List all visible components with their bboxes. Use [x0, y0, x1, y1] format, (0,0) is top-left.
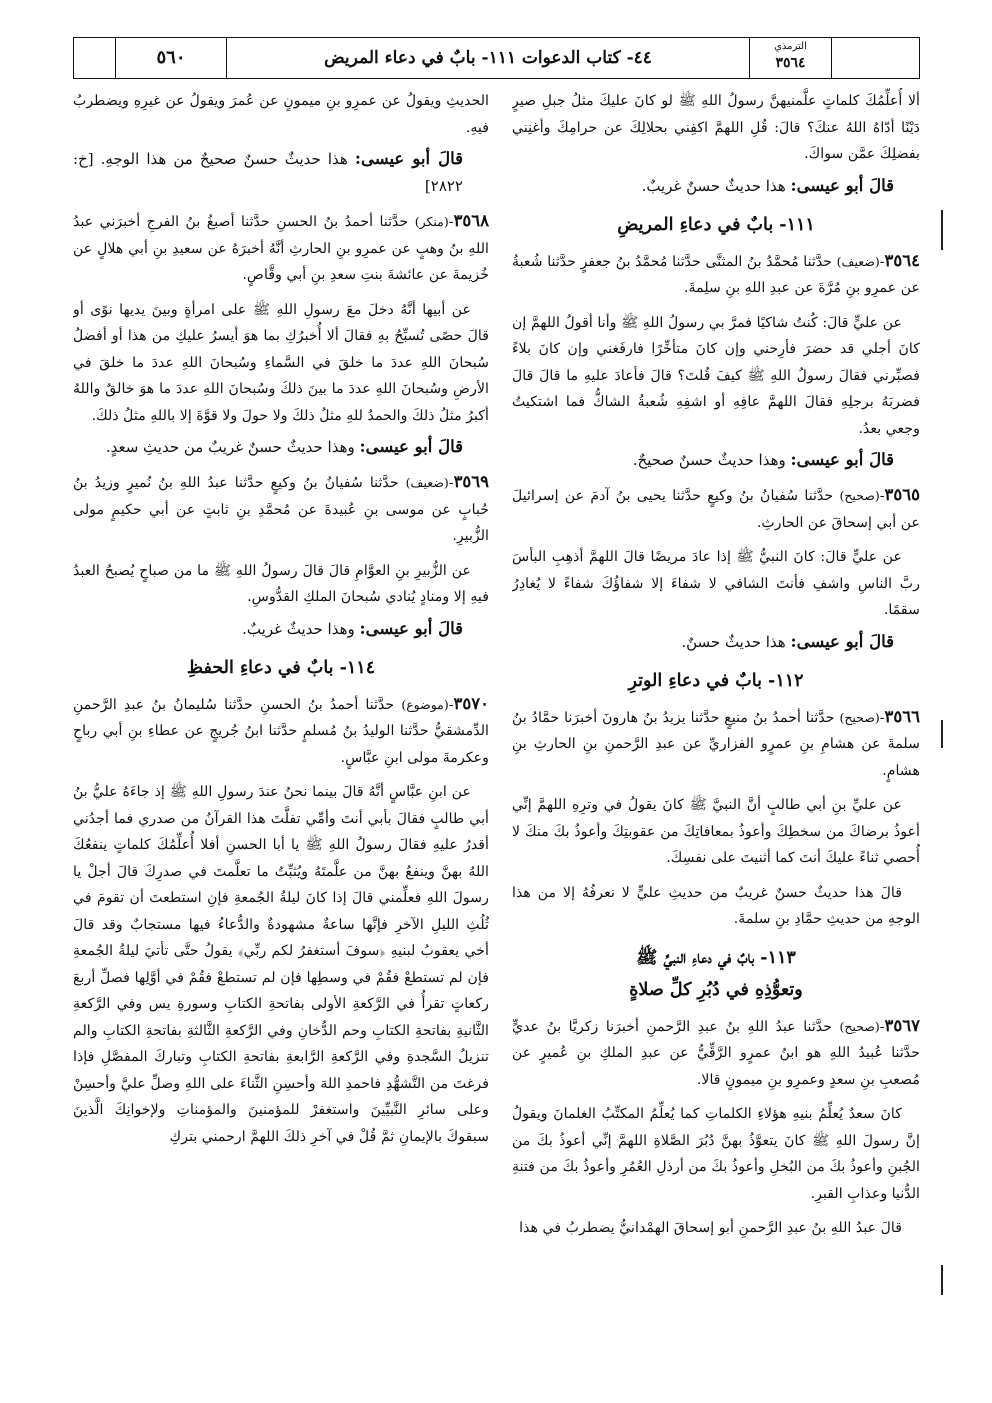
- hadith-text: عن ابنِ عبَّاسٍ أنَّهُ قالَ بينما نحنُ عندَ رسولِ اللهِ ﷺ إذ جاءَهُ عليُّ بنُ أبي طالبٍ فقالَ بأبي أنتَ وأمِّي تفلَّتَ هذا القرآنُ من صدري فما أجدُني أقدرُ عليهِ فقالَ رسولُ اللهِ ﷺ يا أبا الحسنِ أفلا أُعلِّمُكَ كلماتٍ ينفعُكَ اللهُ بهنَّ وينفعُ بهنَّ من علَّمتَهُ ويُثبِّتُ ما تعلَّمتَ في صدرِكَ قالَ أجلْ يا رسولَ اللهِ فعلِّمني قالَ إذا كانَ ليلةُ الجُمعةِ فإنِ استطعتَ أن تقومَ في ثُلُثِ الليلِ الآخرِ فإنَّها ساعةٌ مشهودةٌ والدُّعاءُ فيها مستجابٌ وقد قالَ أخي يعقوبُ لبنيهِ ﴿سوفَ أستغفرُ لكم ربِّي﴾ يقولُ حتَّى تأتيَ ليلةُ الجُمعةِ فإن لم تستطعْ فقُمْ في وسطِها فإن لم تستطعْ فقُمْ في أوَّلِها فصلِّ أربعَ ركعاتٍ تقرأُ في الرَّكعةِ الأولى بفاتحةِ الكتابِ وسورةِ يس وفي الرَّكعةِ الثَّانيةِ بفاتحةِ الكتابِ وحم الدُّخانِ وفي الرَّكعةِ الثَّالثةِ بفاتحةِ الكتابِ والم تنزيلُ السَّجدةِ وفي الرَّكعةِ الرَّابعةِ بفاتحةِ الكتابِ وتباركَ المفصَّلِ فإذا فرغتَ من التَّشهُّدِ فاحمدِ اللهَ وأحسِنِ الثَّناءَ على اللهِ وصلِّ عليَّ وأحسِنْ وعلى سائرِ النَّبيِّينَ واستغفرْ للمؤمنينَ والمؤمناتِ ولإخوانِكَ الَّذينَ سبقوكَ بالإيمانِ ثمَّ قُلْ في آخرِ ذلكَ اللهمَّ ارحمني بتركِ: [73, 784, 489, 1145]
- hadith-number: ٣٥٦٧: [884, 1015, 920, 1035]
- hadith-grade: (ضعيف): [836, 253, 880, 269]
- margin-mark: [941, 210, 943, 250]
- chain-text: حدَّثنا عبدُ اللهِ بنُ عبدِ الرَّحمنِ أخبرَنا زكريَّا بنُ عديٍّ حدَّثنا عُبيدُ اللهِ هو ابنُ عمرٍو الرَّقِّيُّ عن عبدِ الملكِ بنِ عُميرٍ عن مُصعبِ بنِ سعدٍ وعمرِو بنِ ميمونٍ قالا.: [512, 1018, 920, 1088]
- hadith-text: قالَ عبدُ اللهِ بنُ عبدِ الرَّحمنِ أبو إسحاقَ الهمْدانيُّ يضطربُ في هذا: [519, 1220, 902, 1236]
- chain-text: حدَّثنا أحمدُ بنُ الحسنِ حدَّثنا أصبغُ بنُ الفرجِ أخبرَني عبدُ اللهِ بنُ وهبٍ عن عمرِو بنِ الحارثِ أنَّهُ أخبرَهُ عن سعيدِ بنِ أبي هلالٍ عن خُزيمةَ عن عائشةَ بنتِ سعدِ بنِ أبي وقَّاصٍ.: [73, 214, 489, 283]
- hadith-text: ألا أُعلِّمُكَ كلماتٍ علَّمنيهنَّ رسولُ اللهِ ﷺ لو كانَ عليكَ مثلُ جبلِ صيرٍ دَيْنًا أدّاهُ اللهُ عنكَ؟ قالَ: قُلِ اللهمَّ اكفِني بحلالِكَ عن حرامِكَ وأغنِني بفضلِكَ عمَّن سواكَ.: [512, 93, 920, 162]
- comment-text: هذا حديثٌ حسنٌ غريبٌ.: [641, 176, 786, 195]
- hadith-text: عن عليٍّ قالَ: كانَ النبيُّ ﷺ إذا عادَ مريضًا قالَ اللهمَّ أذهِبِ البأسَ ربَّ الناسِ واشفِ فأنتَ الشافي لا شفاءَ إلا شفاؤُكَ شفاءً لا يُغادِرُ سقمًا.: [512, 549, 920, 618]
- hadith-chain: ٣٥٦٨-(منكر) حدَّثنا أحمدُ بنُ الحسنِ حدَّثنا أصبغُ بنُ الفرجِ أخبرَني عبدُ اللهِ بنُ وهبٍ عن عمرِو بنِ الحارثِ أنَّهُ أخبرَهُ عن سعيدِ بنِ أبي هلالٍ عن خُزيمةَ عن عائشةَ بنتِ سعدِ بنِ أبي وقَّاصٍ.: [73, 211, 489, 283]
- comment-text: هذا حديثٌ حسنٌ صحيحٌ من هذا الوجهِ. [خ: ٢٨٢٢]: [73, 150, 463, 195]
- chain-text: حدَّثنا مُحمَّدُ بنُ المثنَّى حدَّثنا مُحمَّدُ بنُ جعفرٍ حدَّثنا شُعبةُ عن عمرِو بنِ مُرَّةَ عن عبدِ اللهِ بنِ سلِمةَ.: [512, 253, 920, 296]
- hadith-grade: (صحيح): [839, 1018, 880, 1034]
- right-column: [512, 88, 920, 1388]
- hadith-number: ٣٥٦٨: [453, 211, 489, 230]
- abu-isa-comment: [73, 145, 489, 200]
- hadith-text: الحديثِ ويقولُ عن عمرِو بنِ ميمونٍ عن عُمرَ ويقولُ عن غيرِهِ ويضطربُ فيهِ.: [73, 93, 489, 136]
- hadith-chain: ٣٥٦٤-(ضعيف) حدَّثنا مُحمَّدُ بنُ المثنَّى حدَّثنا مُحمَّدُ بنُ جعفرٍ حدَّثنا شُعبةُ عن عمرِو بنِ مُرَّةَ عن عبدِ اللهِ بنِ سلِمةَ.: [512, 250, 920, 296]
- hadith-number: ٣٥٦٥: [884, 485, 920, 504]
- hadith-number: ٣٥٧٠: [453, 693, 489, 713]
- hadith-chain: ٣٥٧٠-(موضوع) حدَّثنا أحمدُ بنُ الحسنِ حدَّثنا سُليمانُ بنُ عبدِ الرَّحمنِ الدِّمشقيُّ حدَّثنا الوليدُ بنُ مُسلمٍ حدَّثنا ابنُ جُريجٍ عن عطاءِ بنِ أبي رباحٍ وعكرمةَ مولى ابنِ عبَّاسٍ.: [73, 693, 489, 766]
- comment-speaker: قالَ أبو عيسى:: [359, 437, 463, 456]
- chapter-heading: ١١١- بابٌ في دعاءِ المريضِ: [617, 214, 815, 235]
- comment-speaker: قالَ أبو عيسى:: [790, 450, 894, 469]
- chapter-heading: ١١٢- بابٌ في دعاءِ الوترِ: [628, 670, 804, 691]
- hadith-text: عن عليِّ بنِ أبي طالبٍ أنَّ النبيَّ ﷺ كانَ يقولُ في وترِهِ اللهمَّ إنِّي أعوذُ برضاكَ من سخطِكَ وأعوذُ بمعافاتِكَ من عقوبتِكَ وأعوذُ بكَ منكَ لا أُحصي ثناءً عليكَ أنتَ كما أثنيتَ على نفسِكَ.: [512, 797, 920, 866]
- chapter-heading: ١١٣- بابٌ في دعاءِ النبيِّ ﷺ: [636, 947, 796, 968]
- hadith-grade: (منكر): [414, 214, 449, 229]
- abu-isa-comment: [73, 433, 489, 461]
- hadith-chain: ٣٥٦٥-(صحيح) حدَّثنا سُفيانُ بنُ وكيعٍ حدَّثنا يحيى بنُ آدمَ عن إسرائيلَ عن أبي إسحاقَ عن الحارثِ.: [512, 485, 920, 531]
- hadith-text: عن أبيها أنَّهُ دخلَ معَ رسولِ اللهِ ﷺ على امرأةٍ وبينَ يديها نوًى أو قالَ حصًى تُسبِّحُ بهِ فقالَ ألا أُخبرُكِ بما هوَ أيسرُ عليكِ من هذا أو أفضلُ سُبحانَ اللهِ عددَ ما خلقَ في السَّماءِ وسُبحانَ اللهِ عددَ ما خلقَ في الأرضِ وسُبحانَ اللهِ عددَ ما بينَ ذلكَ وسُبحانَ اللهِ عددَ ما هوَ خالقٌ واللهُ أكبرُ مثلُ ذلكَ والحمدُ للهِ مثلُ ذلكَ ولا حولَ ولا قوَّةَ إلا باللهِ مثلُ ذلكَ.: [73, 301, 489, 424]
- hadith-chain: ٣٥٦٩-(ضعيف) حدَّثنا سُفيانُ بنُ وكيعٍ حدَّثنا عبدُ اللهِ بنُ نُميرٍ وزيدُ بنُ حُبابٍ عن موسى بنِ عُبيدةَ عن مُحمَّدِ بنِ ثابتٍ عن أبي حكيمٍ مولى الزُّبيرِ.: [73, 472, 489, 544]
- chain-text: حدَّثنا أحمدُ بنُ الحسنِ حدَّثنا سُليمانُ بنُ عبدِ الرَّحمنِ الدِّمشقيُّ حدَّثنا الوليدُ بنُ مُسلمٍ حدَّثنا ابنُ جُريجٍ عن عطاءِ بنِ أبي رباحٍ وعكرمةَ مولى ابنِ عبَّاسٍ.: [73, 696, 489, 766]
- header-left-blank: [74, 38, 113, 78]
- comment-speaker: قالَ أبو عيسى:: [359, 618, 463, 638]
- hadith-grade: (صحيح): [839, 709, 880, 725]
- margin-mark: [941, 720, 943, 748]
- header-reference: [749, 38, 831, 78]
- hadith-grade: (ضعيف): [405, 475, 449, 490]
- hadith-chain: ٣٥٦٧-(صحيح) حدَّثنا عبدُ اللهِ بنُ عبدِ الرَّحمنِ أخبرَنا زكريَّا بنُ عديٍّ حدَّثنا عُبيدُ اللهِ هو ابنُ عمرٍو الرَّقِّيُّ عن عبدِ الملكِ بنِ عُميرٍ عن مُصعبِ بنِ سعدٍ وعمرِو بنِ ميمونٍ قالا.: [512, 1015, 920, 1088]
- comment-text: وهذا حديثٌ حسنٌ صحيحٌ.: [632, 451, 786, 469]
- hadith-text: عن الزُّبيرِ بنِ العوَّامِ قالَ قالَ رسولُ اللهِ ﷺ ما من صباحٍ يُصبحُ العبدُ فيهِ إلا ومنادٍ يُنادي سُبحانَ الملكِ القدُّوسِ.: [73, 562, 489, 605]
- header-page-box: [115, 38, 227, 78]
- chapter-heading: ١١٤- بابٌ في دعاءِ الحفظِ: [186, 657, 376, 678]
- abu-isa-comment: [73, 615, 489, 643]
- hadith-text: كانَ سعدٌ يُعلِّمُ بنيهِ هؤلاءِ الكلماتِ كما يُعلِّمُ المكتِّبُ الغلمانَ ويقولُ إنَّ رسولَ اللهِ ﷺ كانَ يتعوَّذُ بهنَّ دُبُرَ الصَّلاةِ اللهمَّ إنِّي أعوذُ بكَ من الجُبنِ وأعوذُ بكَ من البُخلِ وأعوذُ بكَ من أرذلِ العُمُرِ وأعوذُ بكَ من فتنةِ الدُّنيا وعذابِ القبرِ.: [512, 1106, 920, 1202]
- abu-isa-comment: [512, 446, 920, 474]
- header-title: [227, 38, 749, 78]
- comment-text: هذا حديثٌ حسنٌ.: [681, 632, 786, 651]
- header-hadith-number: ٣٥٦٤: [775, 55, 806, 71]
- hadith-number: ٣٥٦٩: [453, 472, 489, 491]
- chapter-heading-line-2: وتعوُّذِهِ في دُبُرِ كلِّ صلاةٍ: [629, 979, 803, 1000]
- comment-speaker: قالَ أبو عيسى:: [790, 631, 894, 651]
- header-right-blank: [831, 38, 919, 78]
- comment-text: وهذا حديثٌ غريبٌ.: [242, 619, 355, 638]
- header-chapter-title: ٤٤- كتاب الدعوات ١١١- بابٌ في دعاء المريض: [324, 48, 652, 68]
- hadith-number: ٣٥٦٤: [884, 250, 920, 270]
- chain-text: حدَّثنا أحمدُ بنُ منيعٍ حدَّثنا يزيدُ بنُ هارونَ أخبرَنا حمَّادُ بنُ سلمةَ عن هشامِ بنِ عمرٍو الفزاريِّ عن عبدِ الرَّحمنِ بنِ الحارثِ بنِ هشامٍ.: [512, 709, 920, 779]
- comment-text: وهذا حديثٌ حسنٌ غريبٌ من حديثِ سعدٍ.: [105, 438, 355, 456]
- hadith-text: قالَ هذا حديثٌ حسنٌ غريبٌ من حديثِ عليٍّ لا نعرفُهُ إلا من هذا الوجهِ من حديثِ حمَّادِ بنِ سلمةَ.: [512, 884, 920, 927]
- hadith-grade: (صحيح): [839, 488, 880, 503]
- chain-text: حدَّثنا سُفيانُ بنُ وكيعٍ حدَّثنا عبدُ اللهِ بنُ نُميرٍ وزيدُ بنُ حُبابٍ عن موسى بنِ عُبيدةَ عن مُحمَّدِ بنِ ثابتٍ عن أبي حكيمٍ مولى الزُّبيرِ.: [73, 475, 489, 544]
- chain-text: حدَّثنا سُفيانُ بنُ وكيعٍ حدَّثنا يحيى بنُ آدمَ عن إسرائيلَ عن أبي إسحاقَ عن الحارثِ.: [512, 488, 920, 531]
- comment-speaker: قالَ أبو عيسى:: [354, 149, 463, 168]
- left-column: [73, 88, 489, 1388]
- hadith-grade: (موضوع): [401, 696, 449, 712]
- page-number: ٥٦٠: [156, 47, 186, 68]
- abu-isa-comment: [512, 628, 920, 656]
- hadith-text: عن عليٍّ قالَ: كُنتُ شاكيًا فمرَّ بي رسولُ اللهِ ﷺ وأنا أقولُ اللهمَّ إن كانَ أجلي قد حضرَ فأرِحني وإن كانَ متأخِّرًا فارفَغني وإن كانَ بلاءً فصبِّرني فقالَ رسولُ اللهِ ﷺ كيفَ قُلتَ؟ قالَ فأعادَ عليهِ ما قالَ قالَ فضربَهُ برجلِهِ فقالَ اللهمَّ عافِهِ أو اشفِهِ شُعبةُ الشاكُّ فما اشتكيتُ وجعي بعدُ.: [512, 314, 920, 437]
- abu-isa-comment: [512, 172, 920, 200]
- hadith-chain: ٣٥٦٦-(صحيح) حدَّثنا أحمدُ بنُ منيعٍ حدَّثنا يزيدُ بنُ هارونَ أخبرَنا حمَّادُ بنُ سلمةَ عن هشامِ بنِ عمرٍو الفزاريِّ عن عبدِ الرَّحمنِ بنِ الحارثِ بنِ هشامٍ.: [512, 706, 920, 779]
- hadith-number: ٣٥٦٦: [884, 706, 920, 726]
- header-book-name: الترمذي: [774, 41, 807, 52]
- page-header: [73, 37, 920, 79]
- margin-mark: [941, 1265, 943, 1295]
- comment-speaker: قالَ أبو عيسى:: [790, 175, 894, 195]
